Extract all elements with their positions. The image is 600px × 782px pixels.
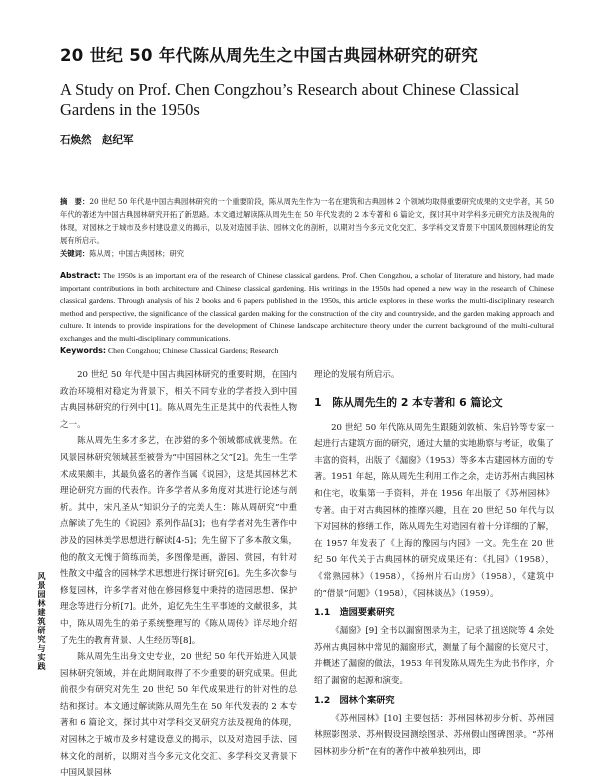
subsection-1-1-heading: 1.1 造园要素研究 [314,607,395,619]
paper-title-cn: 20 世纪 50 年代陈从周先生之中国古典园林研究的研究 [60,46,479,65]
abstract-en-text: The 1950s is an important era of the research of Chinese classical gardens. Prof. Chen Congzhou, a scholar of literature and history, had made important contributions in both architecture and Chinese classical gardening. His writings in the 1950s had opened a new way in the research of Chinese classical gardens. Through analysis of his 2 books and 6 papers published in the 1950s, this article explores in these works the multi-disciplinary research method and perspective, the significance of the classical garden making for the construction of the city and countryside, and the garden making approach and culture. It intends to provide inspirations for the development of Chinese landscape architecture theory under the current background of the multi-cultural exchanges and the multi-disciplinary communications. [60,271,554,343]
body-continuation: 理论的发展有所启示。 [314,370,400,380]
abstract-cn-label: 摘 要： [60,197,90,206]
keywords-cn-text: 陈从周；中国古典园林；研究 [89,249,185,258]
authors: 石焕然 赵纪军 [60,134,134,146]
subsection-1-1-paragraph: 《漏窗》[9] 全书以漏窗图录为主，记录了扭送院等 4 余处苏州古典园林中常见的漏窗形式，测量了每个漏窗的长宽尺寸，并概述了漏窗的做法，1953 年刊发陈从周先生为此书作序，介绍了漏窗的起源和演变。 [314,626,554,686]
section-1-heading: 1 陈从周先生的 2 本专著和 6 篇论文 [314,395,503,409]
keywords-cn-label: 关键词： [60,249,90,258]
abstract-cn [60,195,554,247]
keywords-en-text: Chen Congzhou; Chinese Classical Gardens; Research [107,346,279,355]
paper-title-en: A Study on Prof. Chen Congzhou’s Research about Chinese Classical Gardens in the 1950s [60,80,520,119]
body-paragraph-2: 陈从周先生多才多艺，在涉猎的多个领域都成就斐然。在风景园林研究领域甚至被誉为“中国园林之父”[2]。先生一生学术成果颇丰，其最负盛名的著作当属《说园》，这是其园林艺术理论研究方面的代表作。许多学者从多角度对其进行论述与剖析。其中，宋凡圣从“知识分子的完美人生：陈从周研究”中重点解读了先生的《说园》系列作品[3]；也有学者对先生著作中涉及的园林美学思想进行解读[4-5]；先生留下了多本散文集，他的散文无愧于简练而美，多图像是画，游园、赏园，有针对性散文中蕴含的园林学术思想进行探讨研究[6]。先生多次参与修复园林，许多学者对他在修园修复中秉持的造园思想、保护理念等进行分析[7]。此外，追忆先生生平事迹的文献很多，其中，陈从周先生的弟子系统整理写的《陈从周传》详尽地介绍了先生的教育背景、人生经历等[8]。 [60,436,297,646]
body-right-column [314,367,554,760]
keywords-cn [60,249,184,259]
abstract-cn-text: 20 世纪 50 年代是中国古典园林研究的一个重要阶段，陈从周先生作为一名在建筑和古典园林 2 个领域均取得重要研究成果的文史学者，其 50 年代的著述为中国古典园林研究开拓了新思路。本文通过解读陈从周先生在 50 年代发表的 2 本专著和 6 篇论文，探讨其中对学科多元研究方法及视角的体现，对园林之于城市及乡村建设意义的揭示，以及对造园手法、园林文化的剖析，以期对当今多元文化交汇、多学科交叉背景下中国风景园林理论的发展有所启示。 [60,197,554,245]
subsection-1-2-paragraph: 《苏州园林》[10] 主要包括：苏州园林初步分析、苏州园林照影图录、苏州假设园测绘图录、苏州假山图碑图录。“苏州园林初步分析”在有的著作中被单独列出，即 [314,713,554,757]
subsection-1-2-heading: 1.2 园林个案研究 [314,694,395,706]
abstract-en-label: Abstract: [60,271,101,280]
keywords-en [60,346,554,355]
abstract-en [60,270,554,346]
body-paragraph-1: 20 世纪 50 年代是中国古典园林研究的重要时期，在国内政治环境相对稳定为背景下，相关不同专业的学者投入到中国古典园林研究的行列中[1]。陈从周先生正是其中的代表性人物之一。 [60,370,297,430]
journal-sidebar-label: 风景园林建筑研究与实践 [37,572,46,671]
body-paragraph-3: 陈从周先生出身文史专业，20 世纪 50 年代开始进入风景园林研究领域，并在此期间取得了不少重要的研究成果。但此前很少有研究对先生 20 世纪 50 年代成果进行的针对性的总结和探讨。本文通过解读陈从周先生在 50 年代发表的 2 本专著和 6 篇论文，探讨其中对学科交叉研究方法及视角的体现，对园林之于城市及乡村建设意义的揭示，以及对造园手法、园林文化的剖析，以期对当今多元文化交汇、多学科交叉背景下中国风景园林 [60,652,297,779]
section-1-paragraph: 20 世纪 50 年代陈从周先生跟随刘敦桢、朱启钤等专家一起进行古建筑方面的研究，通过大量的实地勘察与考证，收集了丰富的资料，出版了《漏窗》（1953）等多本古建园林方面的专著。1951 年起，陈从周先生利用工作之余，走访苏州古典园林和住宅，收集第一手资料，并在 1956 年出版了《苏州园林》专著。由于对古典园林的推摩兴趣，且在 20 世纪 50 年代与以下对园林的修缮工作，陈从周先生对造园有着十分详细的了解，在 1957 年发表了《上海的豫园与内园》一文。先生在 20 世纪 50 年代关于古典园林的研究成果还有：《扎园》（1958），《常熟园林》（1958），《扬州片石山房》（1958），《建筑中的“借景”问题》（1958），《园林谈丛》（1959）。 [314,422,554,599]
keywords-en-label: Keywords: [60,346,107,355]
body-left-column [60,367,297,782]
